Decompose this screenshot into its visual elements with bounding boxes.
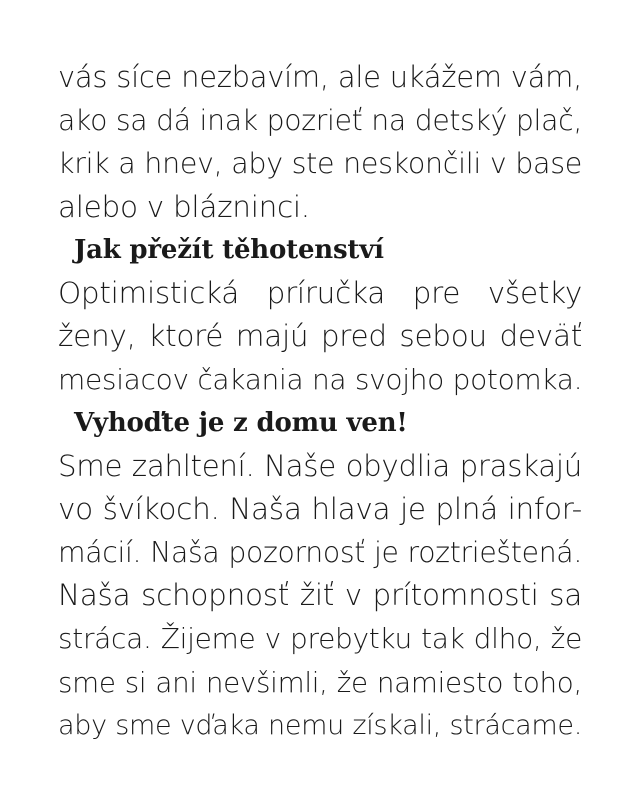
intro-paragraph [58, 56, 582, 229]
book-page [58, 56, 582, 747]
book-description-2 [58, 445, 582, 747]
text-line: sme si ani nevšimli, že namiesto toho, [58, 665, 582, 699]
text-line: mácií. Naša pozornosť je roztrieštená. [58, 536, 582, 570]
book-title-2: Vyhoďte je z domu ven! [74, 407, 408, 438]
text-line: ako sa dá inak pozrieť na detský plač, [58, 104, 582, 138]
text-line: vás síce nezbavím, ale ukážem vám, [58, 60, 582, 94]
text-line: vo švíkoch. Naša hlava je plná infor- [58, 491, 582, 526]
text-line: Naša schopnosť žiť v prítomnosti sa [58, 578, 582, 613]
text-line: krik a hnev, aby ste neskončili v base [58, 147, 582, 181]
text-line: aby sme vďaka nemu získali, strácame. [58, 709, 582, 741]
text-line: ženy, ktoré majú pred sebou deväť [58, 319, 582, 354]
text-line: alebo v blázninci. [58, 189, 310, 224]
text-line: mesiacov čakania na svojho potomka. [58, 363, 583, 397]
text-line: stráca. Žijeme v prebytku tak dlho, že [58, 622, 582, 656]
text-line: Optimistická príručka pre všetky [58, 275, 582, 310]
book-description-1 [58, 272, 582, 402]
book-title-1: Jak přežít těhotenství [74, 234, 384, 265]
text-line: Sme zahltení. Naše obydlia praskajú [58, 448, 582, 483]
